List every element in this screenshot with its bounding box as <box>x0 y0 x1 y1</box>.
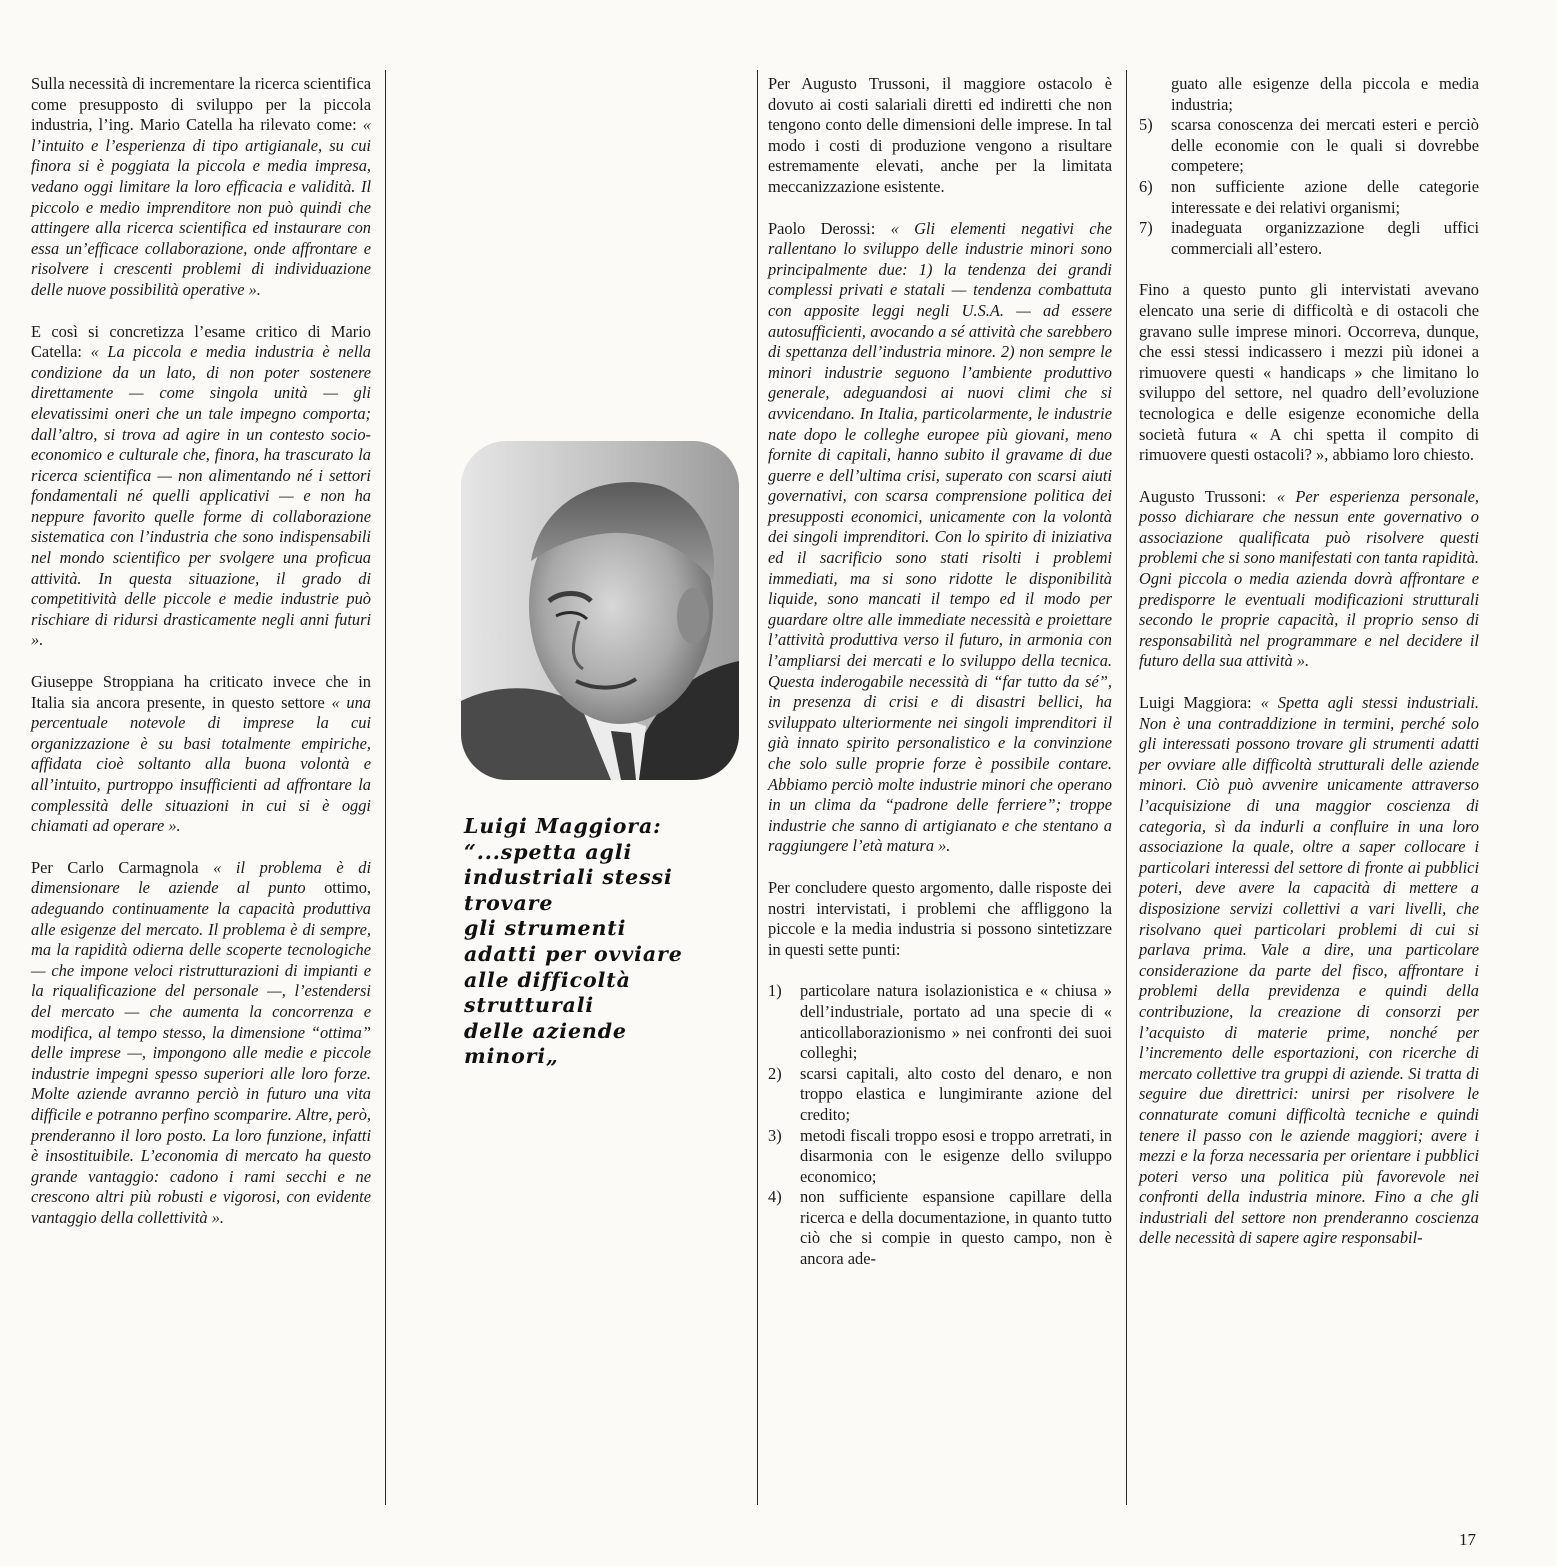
list-number: 2) <box>768 1063 782 1083</box>
pull-quote-line: “...spetta agli <box>464 839 633 864</box>
paragraph-trussoni-1: Per Augusto Trussoni, il maggiore ostacolo è dovuto ai costi salariali diretti ed indiretti che non tengono conto delle dimensioni delle imprese. In tal modo i costi di produzione vengono a risultare estremamente elevati, anche per la limitata meccanizzazione esistente. <box>768 74 1112 196</box>
pull-quote-line: Luigi Maggiora: <box>464 814 662 838</box>
paragraph-conclusion: Per concludere questo argomento, dalle risposte dei nostri intervistati, i problemi che affliggono la piccole e la media industria si possono sintetizzare in questi sette punti: <box>768 877 1112 959</box>
quote-text: « l’intuito e l’esperienza di tipo artigianale, su cui finora si è poggiata la piccola e media impresa, vedano oggi limitare la loro efficacia e validità. Il piccolo e medio imprenditore non può quindi che attingere alla ricerca scientifica ed instaurare con essa un’efficace collaborazione, onde affrontare e risolvere i crescenti problemi di individuazione delle nuove possibilità operative ». <box>31 115 371 299</box>
list-text: scarsa conoscenza dei mercati esteri e perciò delle economie con le quali si dovrebbe competere; <box>1171 115 1479 176</box>
paragraph-text: Augusto Trussoni: <box>1139 486 1277 506</box>
text-column-4 <box>1139 74 1479 1249</box>
quote-text: « Spetta agli stessi industriali. Non è una contraddizione in termini, perché solo gli interessati possono trovare gli strumenti adatti per ovviare alle difficoltà strutturali delle aziende minori. Ciò può avvenire unicamente attraverso l’acquisizione di una maggior coscienza di categoria, sì da indurli a confluire in una loro associazione la quale, oltre a saper collocare i particolari interessi del settore di fronte ai pubblici poteri, deve avere la capacità di mettere a disposizione servizi collettivi a vari livelli, che risolvano quei particolari problemi di cui si parlava prima. Vale a dire, una particolare considerazione da parte del fisco, affrontare i problemi della previdenza e quindi della contribuzione, la creazione di consorzi per l’acquisto di materie prime, nonché per l’incremento delle esportazioni, con ricerche di mercato collettive tra gruppi di aziende. Si tratta di seguire due direttrici: unirsi per risolvere le connaturate comuni difficoltà tecniche e quindi tenere il passo con le aziende maggiori; avere i mezzi e la forza necessaria per orientare i pubblici poteri verso una politica più favorevole nei confronti della industria minore. Fino a che gli industriali del settore non prenderanno coscienza delle necessità di sapere agire responsabil- <box>1139 693 1480 1248</box>
page-number: 17 <box>1459 1530 1476 1549</box>
quote-text: « Gli elementi negativi che rallentano lo sviluppo delle industrie minori sono principalmente due: 1) la tendenza dei grandi complessi privati e statali — tendenza combattuta con apposite leggi negli U.S.A. — ad essere autosufficienti, avocando a sé attività che sarebbero di spettanza dell’industria minore. 2) non sempre le minori industrie seguono l’ambiente produttivo generale, adeguandosi ai nuovi climi che si avvicendano. In Italia, particolarmente, le industrie nate dopo le colleghe europee più giovani, meno fornite di capitali, hanno subito il gravame di due guerre e dell’ultima crisi, superato con scarsi aiuti governativi, con scarsa comprensione politica dei presupposti economici, unicamente con la volontà dei singoli imprenditori. Con lo spirito di iniziativa ed il sacrificio sono stati risolti i problemi immediati, ma si sono ridotte le disponibilità liquide, sono mancati il tempo ed il modo per guardare oltre alle immediate necessità e proiettare l’attività produttiva verso il futuro, in armonia con l’ampliarsi dei mercati e lo sviluppo della tecnica. Questa inderogabile necessità di “far tutto da sé”, in presenza di crisi e di disastri bellici, ha sviluppato ulteriormente nei singoli imprenditori il già innato spirito personalistico e la convinzione che solo sulle proprie forze è possibile contare. Abbiamo perciò molte industrie minori che operano in un clima da “padrone delle ferriere”; troppe industrie che sanno di artigianato e che stentano a raggiungere l’età matura ». <box>768 218 1112 856</box>
paragraph-text: Luigi Maggiora: <box>1139 693 1261 713</box>
paragraph-text: Giuseppe Stroppiana ha criticato invece che in Italia sia ancora presente, in questo settore <box>31 672 371 712</box>
quote-text: « Per esperienza personale, posso dichiarare che nessun ente governativo o associazione qualificata può risolvere questi problemi che si sono manifestati con tanta rapidità. Ogni piccola o media azienda dovrà affrontare e predisporre le eventuali modificazioni strutturali secondo le proprie capacità, il proprio senso di responsabilità nel programmare e nel decidere il futuro della sua attività ». <box>1139 486 1480 671</box>
paragraph-catella-2 <box>31 322 371 652</box>
list-item <box>768 1126 1112 1188</box>
pull-quote <box>464 814 744 1070</box>
paragraph-stroppiana <box>31 672 371 837</box>
list-item-continuation: guato alle esigenze della piccola e media industria; <box>1171 74 1479 114</box>
paragraph-maggiora <box>1139 693 1479 1249</box>
column-divider <box>385 70 386 1505</box>
paragraph-text: E così si concretizza l’esame critico di Mario Catella: <box>31 321 371 362</box>
problem-list-continued <box>1139 115 1479 259</box>
problem-list <box>768 981 1112 1269</box>
paragraph-text: ottimo, <box>324 878 371 898</box>
pull-quote-line: adatti per ovviare <box>464 941 683 966</box>
quote-text: « una percentuale notevole di imprese la cui organizzazione è su basi totalmente empiriche, affidata cioè soltanto alla buona volontà e all’intuito, purtroppo insufficienti ad affrontare la complessità delle situazioni in cui si è oggi chiamati ad operare ». <box>31 692 371 836</box>
paragraph-text: Paolo Derossi: <box>768 218 891 238</box>
pull-quote-line: delle aziende <box>464 1018 627 1043</box>
quote-text: adeguando continuamente la capacità produttiva alle esigenze del mercato. Il problema è di sempre, ma la rapidità odierna delle scoperte tecnologiche — che impone veloci ristrutturazioni di impianti e la riqualificazione del personale —, l’estendersi del mercato — che aumenta la concorrenza e modifica, al tempo stesso, la dimensione “ottima” delle imprese —, impongono alle medie e piccole industrie impegni spesso superiori alle loro forze. Molte aziende avranno perciò in futuro una vita difficile e potranno perfino scomparire. Altre, però, prenderanno il loro posto. La loro funzione, infatti è insostituibile. L’economia di mercato ha questo grande vantaggio: cadono i rami secchi e ne crescono altri più robusti e vigorosi, con evidente vantaggio della collettività ». <box>31 898 371 1227</box>
paragraph-derossi <box>768 219 1112 857</box>
list-item <box>768 1064 1112 1126</box>
list-number: 4) <box>768 1187 782 1207</box>
pull-quote-line: trovare <box>464 890 554 915</box>
text-column-1 <box>31 74 371 1228</box>
portrait-photo <box>461 441 739 780</box>
quote-text: « La piccola e media industria è nella condizione da un lato, di non poter sostenere direttamente — come singola unità — gli elevatissimi oneri che un tale impegno comporta; dall’altro, si trova ad agire in un contesto socio-economico e culturale che, finora, ha trascurato la ricerca scientifica — non alimentando né i settori fondamentali né quelli applicativi — e non ha neppure favorito quelle forme di collaborazione sistematica con l’industria che sono indispensabili nel mondo scientifico per svolgere una proficua attività. In questa situazione, il grado di competitività delle piccole e medie industrie può rischiare di ridursi drasticamente negli anni futuri ». <box>31 342 371 650</box>
list-item <box>768 1187 1112 1269</box>
paragraph-text: Sulla necessità di incrementare la ricerca scientifica come presupposto di sviluppo per la piccola industria, l’ing. Mario Catella ha rilevato come: <box>31 74 371 135</box>
pull-quote-line: alle difficoltà <box>464 967 631 992</box>
list-text: particolare natura isolazionistica e « chiusa » dell’industriale, portato ad una specie di « anticollaborazionismo » nei confronti dei suoi colleghi; <box>800 981 1112 1063</box>
list-number: 6) <box>1139 176 1153 196</box>
pull-quote-line: minori„ <box>464 1044 559 1069</box>
paragraph-catella-1 <box>31 74 371 301</box>
list-text: scarsi capitali, alto costo del denaro, e non troppo elastica e lungimirante azione del credito; <box>800 1063 1112 1124</box>
list-number: 7) <box>1139 218 1153 238</box>
text-column-3 <box>768 74 1112 1291</box>
paragraph-carmagnola <box>31 858 371 1229</box>
pull-quote-line: industriali stessi <box>464 865 673 890</box>
pull-quote-line: gli strumenti <box>464 916 627 941</box>
paragraph-interview-intro: Fino a questo punto gli intervistati avevano elencato una serie di difficoltà e di ostacoli che gravano sulle imprese minori. Occorreva, dunque, che essi stessi indicassero i mezzi più idonei a rimuovere questi « handicaps » che limitano lo sviluppo del settore, nel quadro dell’evoluzione tecnologica e delle esigenze economiche della società futura « A chi spetta il compito di rimuovere questi ostacoli? », abbiamo loro chiesto. <box>1139 280 1479 465</box>
paragraph-trussoni-2 <box>1139 487 1479 672</box>
pull-quote-line: strutturali <box>464 993 595 1018</box>
column-divider <box>1126 70 1127 1505</box>
quote-text: « il problema è di dimensionare le aziende al punto <box>31 857 371 898</box>
paragraph-text: Per Carlo Carmagnola <box>31 857 214 877</box>
list-item <box>1139 177 1479 218</box>
list-text: inadeguata organizzazione degli uffici commerciali all’estero. <box>1171 218 1479 258</box>
list-number: 5) <box>1139 115 1153 135</box>
list-text: non sufficiente espansione capillare della ricerca e della documentazione, in quanto tutto ciò che si compie in questo campo, non è ancora ade- <box>800 1187 1112 1269</box>
list-number: 3) <box>768 1125 782 1145</box>
list-text: non sufficiente azione delle categorie interessate e dei relativi organismi; <box>1171 176 1479 217</box>
list-number: 1) <box>768 981 782 1001</box>
list-item <box>1139 218 1479 259</box>
list-text: metodi fiscali troppo esosi e troppo arretrati, in disarmonia con le esigenze dello sviluppo economico; <box>800 1125 1112 1186</box>
column-divider <box>757 70 758 1505</box>
list-item <box>1139 115 1479 177</box>
list-item <box>768 981 1112 1063</box>
